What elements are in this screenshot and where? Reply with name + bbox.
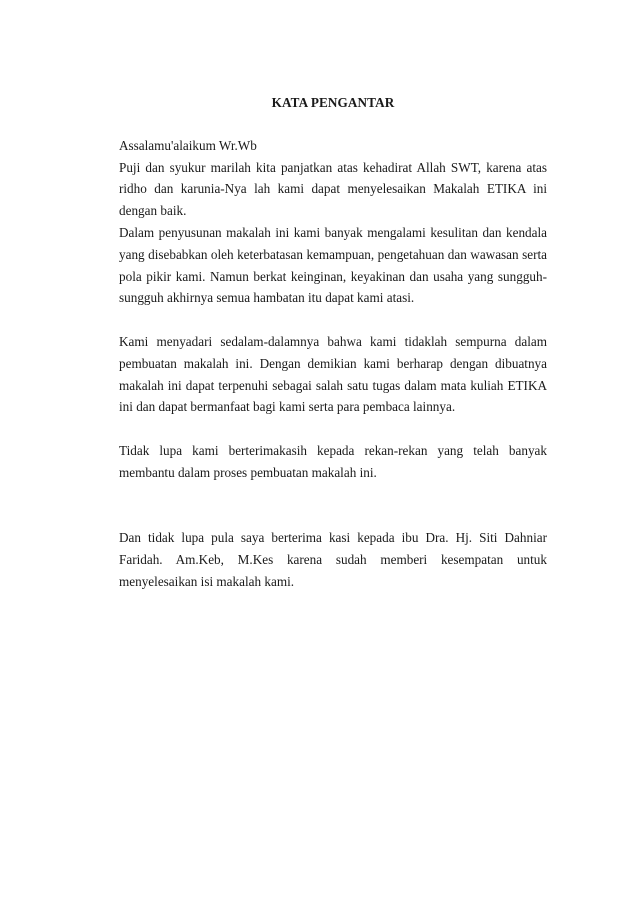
paragraph-difficulties: Dalam penyusunan makalah ini kami banyak mengalami kesulitan dan kendala yang disebabkan oleh keterbatasan kemampuan, pengetahuan dan wawasan serta pola pikir kami. Namun berkat keinginan, keyakinan dan usaha yang sungguh-sungguh akhirnya semua hambatan itu dapat kami atasi. — [119, 224, 547, 306]
paragraph-spacer — [119, 418, 547, 440]
paragraph-imperfection: Kami menyadari sedalam-dalamnya bahwa kami tidaklah sempurna dalam pembuatan makalah ini. Dengan demikian kami berharap dengan dibuatnya makalah ini dapat terpenuhi sebagai salah satu tugas dalam mata kuliah ETIKA ini dan dapat bermanfaat bagi kami serta para pembaca lainnya. — [119, 333, 547, 415]
document-body — [119, 92, 547, 593]
paragraph-thanks-lecturer: Dan tidak lupa pula saya berterima kasi kepada ibu Dra. Hj. Siti Dahniar Faridah. Am.Keb, M.Kes karena sudah memberi kesempatan untuk menyelesaikan isi makalah kami. — [119, 530, 547, 589]
paragraph-spacer — [119, 484, 547, 528]
paragraph-gratitude: Puji dan syukur marilah kita panjatkan atas kehadirat Allah SWT, karena atas ridho dan karunia-Nya lah kami dapat menyelesaikan Makalah ETIKA ini dengan baik. — [119, 159, 547, 219]
document-title: KATA PENGANTAR — [271, 95, 395, 110]
greeting-line: Assalamu'alaikum Wr.Wb — [119, 137, 257, 153]
paragraph-thanks-colleagues: Tidak lupa kami berterimakasih kepada rekan-rekan yang telah banyak membantu dalam proses pembuatan makalah ini. — [119, 442, 547, 480]
paragraph-spacer — [119, 309, 547, 331]
